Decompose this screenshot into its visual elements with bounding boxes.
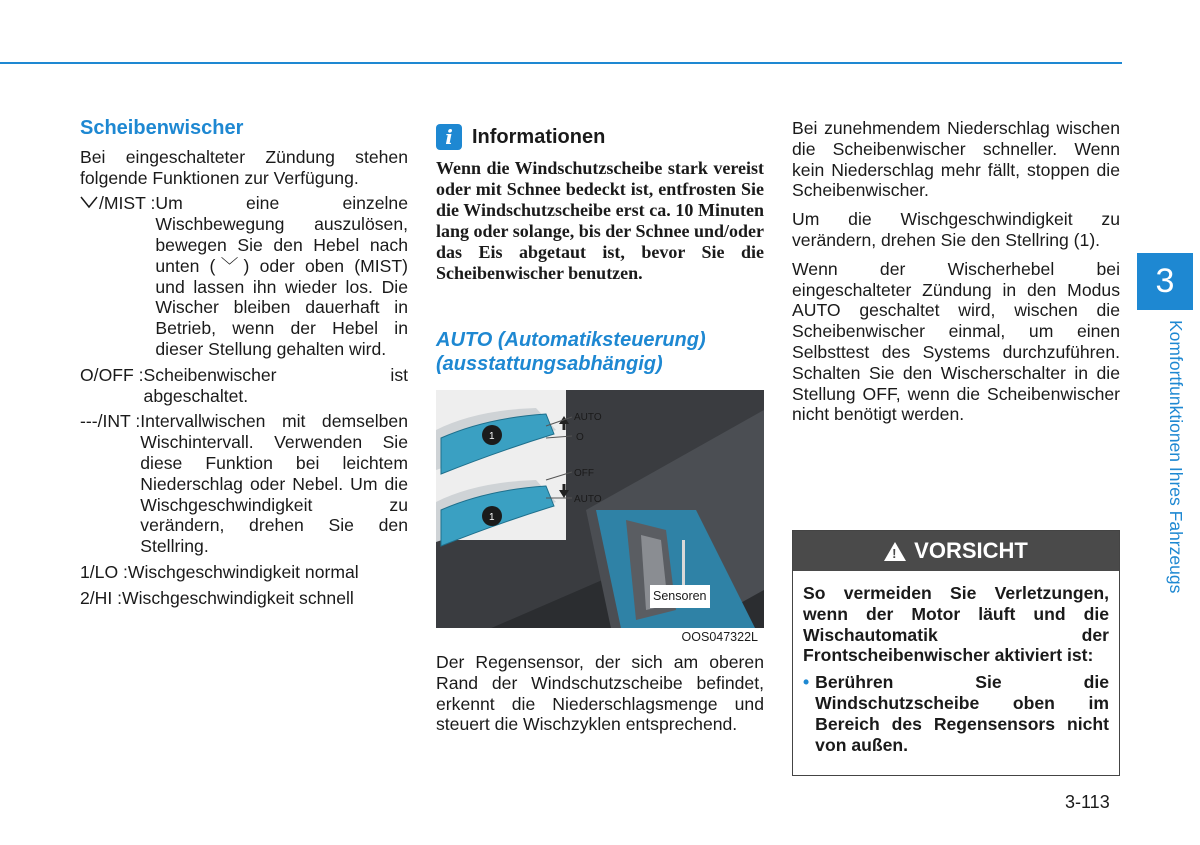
wiper-mode-desc: Wischgeschwindigkeit normal — [127, 561, 359, 582]
column-auto-details — [792, 118, 1120, 425]
auto-para-1: Bei zunehmendem Niederschlag wischen die Scheibenwischer schneller. Wenn kein Niederschlag mehr fällt, stoppen die Scheibenwischer. — [792, 118, 1120, 201]
wiper-mode-mist — [80, 193, 408, 359]
auto-subheading: AUTO (Automatiksteuerung) (ausstattungsabhängig) — [436, 329, 706, 375]
warning-triangle-icon: ! — [884, 542, 906, 561]
warning-box — [792, 530, 1120, 776]
warning-bullet-text: Berühren Sie die Windschutzscheibe oben im Bereich des Regensensors nicht von außen. — [815, 672, 1109, 755]
page-number: 3-113 — [1065, 792, 1110, 812]
wiper-mode-desc: Wischgeschwindigkeit schnell — [122, 587, 354, 608]
wiper-mode-off — [80, 365, 408, 407]
wiper-mode-term: 1/LO : — [80, 561, 128, 582]
label-auto-bottom: AUTO — [574, 494, 602, 505]
wiper-mode-term: ---/INT : — [80, 411, 141, 432]
column-info-auto — [436, 124, 764, 735]
auto-para-3: Wenn der Wischerhebel bei eingeschalteter Zündung in den Modus AUTO geschaltet wird, wischen die Scheibenwischer einmal, um einen Selbsttest des Systems durchzuführen. Schalten Sie den Wischerschalter in die Stellung OFF, wenn die Scheibenwischer nicht benötigt werden. — [792, 258, 1120, 425]
wiper-mode-list — [80, 193, 408, 608]
warning-bullet — [803, 672, 1109, 755]
auto-para-2: Um die Wischgeschwindigkeit zu verändern, drehen Sie den Stellring (1). — [792, 209, 1120, 250]
wiper-mode-lo — [80, 562, 408, 583]
wipers-intro: Bei eingeschalteter Zündung stehen folgende Funktionen zur Verfügung. — [80, 146, 408, 188]
warning-header — [793, 531, 1119, 571]
wiper-mode-term: O/OFF : — [80, 364, 144, 385]
wiper-lever-illustration — [436, 390, 764, 652]
section-heading-wipers: Scheibenwischer — [80, 117, 244, 139]
warning-body — [793, 571, 1119, 755]
sensor-label: Sensoren — [650, 585, 710, 608]
wiper-mode-hi — [80, 588, 408, 609]
header-rule — [0, 62, 1122, 64]
info-box-header — [436, 124, 764, 150]
wiper-mode-term: /MIST : — [99, 193, 156, 214]
label-off: OFF — [574, 468, 594, 479]
info-title: Informationen — [472, 125, 606, 148]
info-text: Wenn die Windschutzscheibe stark vereist oder mit Schnee bedeckt ist, entfrosten Sie die Windschutzscheibe erst ca. 10 Minuten lang oder solange, bis der Schnee und/oder das Eis abgetaut ist, bevor Sie die Scheibenwischer benutzen. — [436, 158, 764, 283]
wiper-mode-term: 2/HI : — [80, 587, 123, 608]
chapter-number-tab: 3 — [1137, 253, 1193, 310]
info-icon: i — [436, 124, 462, 150]
warning-title: VORSICHT — [914, 538, 1028, 563]
wiper-mode-desc: Scheibenwischer ist abgeschaltet. — [143, 364, 408, 406]
wiper-lever-drawing — [436, 390, 764, 652]
column-wipers — [80, 118, 408, 609]
wiper-mode-desc: Um eine einzelne Wischbewegung auszulösen, bewegen Sie den Hebel nach unten (﹀) oder oben (MIST) und lassen ihn wieder los. Die Wischer bleiben dauerhaft in Betrieb, wenn der Hebel in dieser Stellung gehalten wird. — [155, 193, 408, 359]
label-ring-1-bottom: 1 — [489, 512, 495, 523]
warning-intro: So vermeiden Sie Verletzungen, wenn der Motor läuft und die Wischautomatik der Frontscheibenwischer aktiviert ist: — [803, 583, 1109, 666]
label-ring-1-top: 1 — [489, 431, 495, 442]
figure-code: OOS047322L — [681, 630, 758, 645]
rain-sensor-text: Der Regensensor, der sich am oberen Rand der Windschutzscheibe befindet, erkennt die Niederschlagsmenge und steuert die Wischzyklen entsprechend. — [436, 652, 764, 735]
chevron-down-icon — [80, 193, 98, 214]
chapter-title: Komfortfunktionen Ihres Fahrzeugs — [1166, 320, 1186, 594]
wiper-mode-desc: Intervallwischen mit demselben Wischintervall. Verwenden Sie diese Funktion bei leichtem Niederschlag oder Nebel. Um die Wischgeschwindigkeit zu verändern, drehen Sie den Stellring. — [140, 411, 408, 557]
label-o: O — [576, 432, 584, 443]
label-auto-top: AUTO — [574, 412, 602, 423]
wiper-mode-int — [80, 411, 408, 557]
bullet-icon: • — [803, 672, 810, 693]
